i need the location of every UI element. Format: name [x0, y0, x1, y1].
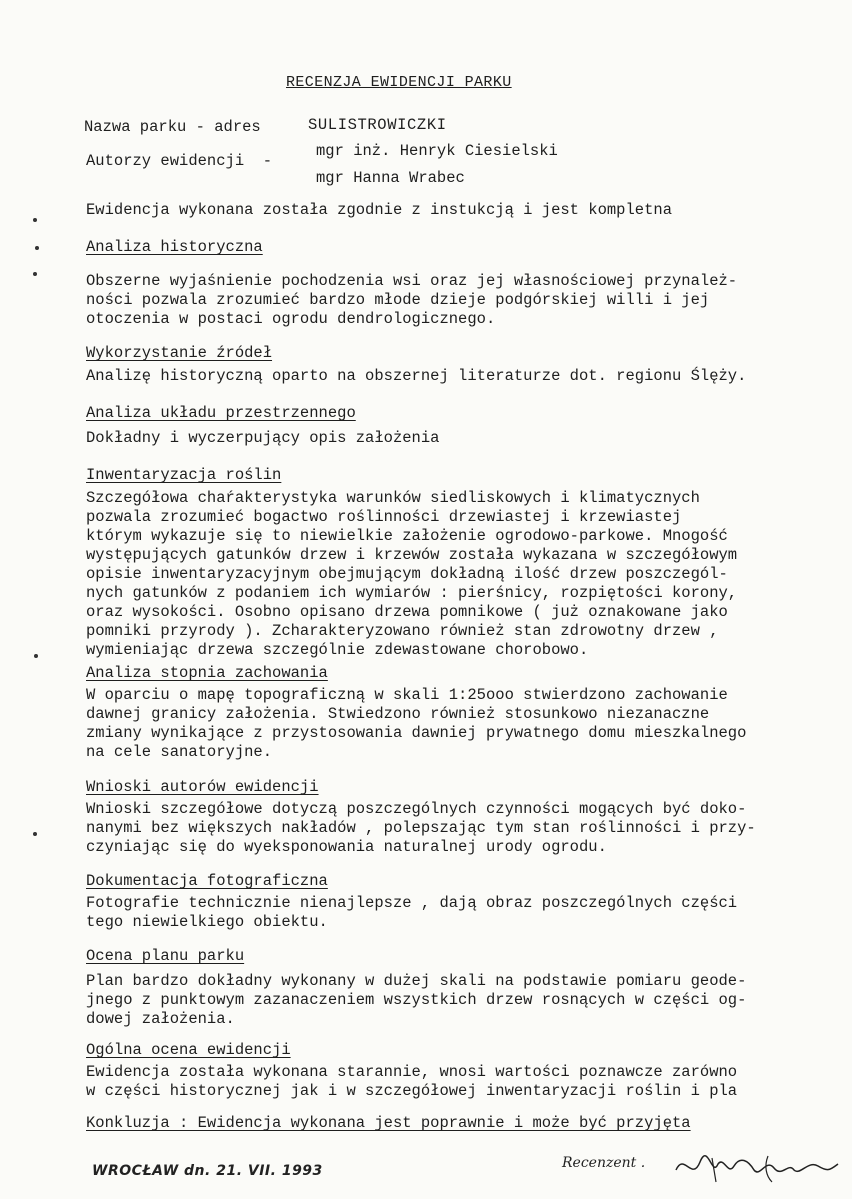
document-title: RECENZJA EWIDENCJI PARKU: [286, 74, 512, 91]
author-1: mgr inż. Henryk Ciesielski: [316, 142, 558, 160]
section-text-historical: Obszerne wyjaśnienie pochodzenia wsi oraz jej własnościowej przynależ- ności pozwala zrozumieć bardzo młode dzieje podgórskiej willi i jej otoczenia w postaci ogrodu dendrologicznego.: [86, 272, 738, 328]
section-text-conclusions: Wnioski szczegółowe dotyczą poszczególnych czynności mogących być doko- nanymi bez większych nakładów , polepszając tym stan roślinności i przy- czyniając się do wyeksponowania naturalnej urody ogrodu.: [86, 800, 756, 856]
margin-dot: [33, 218, 37, 222]
intro-statement: Ewidencja wykonana została zgodnie z instukcją i jest kompletna: [86, 201, 672, 219]
section-text-sources: Analizę historyczną oparto na obszernej literaturze dot. regionu Ślęży.: [86, 367, 747, 385]
section-text-spatial-layout: Dokładny i wyczerpujący opis założenia: [86, 429, 440, 447]
section-heading-photo-documentation: Dokumentacja fotograficzna: [86, 872, 328, 890]
margin-dot: [35, 246, 39, 250]
section-heading-overall-assessment: Ogólna ocena ewidencji: [86, 1041, 291, 1059]
section-heading-plant-inventory: Inwentaryzacja roślin: [86, 466, 282, 484]
margin-dot: [34, 654, 38, 658]
margin-dot: [33, 832, 37, 836]
section-text-overall-assessment: Ewidencja została wykonana starannie, wnosi wartości poznawcze zarówno w części historycznej jak i w szczegółowej inwentaryzacji roślin i pla: [86, 1063, 738, 1100]
margin-dot: [33, 272, 37, 276]
section-heading-conclusions: Wnioski autorów ewidencji: [86, 778, 319, 796]
park-label: Nazwa parku - adres: [84, 118, 261, 136]
park-name: SULISTROWICZKI: [308, 116, 447, 134]
section-text-photo-documentation: Fotografie technicznie nienajlepsze , dają obraz poszczególnych części tego niewielkiego obiektu.: [86, 894, 738, 931]
authors-label: Autorzy ewidencji -: [86, 152, 273, 170]
section-heading-preservation: Analiza stopnia zachowania: [86, 664, 328, 682]
section-text-preservation: W oparciu o mapę topograficzną w skali 1:25ooo stwierdzono zachowanie dawnej granicy założenia. Stwiedzono również stosunkowo niezanaczne zmiany wynikające z przystosowania dawniej prywatnego domu mieszkalnego na cele sanatoryjne.: [86, 686, 747, 761]
section-heading-historical: Analiza historyczna: [86, 238, 263, 256]
reviewer-label: Recenzent .: [562, 1155, 646, 1171]
section-heading-spatial-layout: Analiza układu przestrzennego: [86, 404, 356, 422]
place-date: WROCŁAW dn. 21. VII. 1993: [92, 1163, 323, 1179]
section-text-park-plan: Plan bardzo dokładny wykonany w dużej skali na podstawie pomiaru geode- jnego z punktowym zazanaczeniem wszystkich drzew rosnących w części og- dowej założenia.: [86, 972, 747, 1028]
section-heading-park-plan: Ocena planu parku: [86, 947, 245, 965]
section-heading-sources: Wykorzystanie źródeł: [86, 344, 273, 362]
conclusion-line: Konkluzja : Ewidencja wykonana jest poprawnie i może być przyjęta: [86, 1114, 691, 1132]
signature: [672, 1148, 842, 1188]
author-2: mgr Hanna Wrabec: [316, 169, 465, 187]
section-text-plant-inventory: Szczegółowa chaŕakterystyka warunków siedliskowych i klimatycznych pozwala zrozumieć bogactwo roślinności drzewiastej i krzewiastej którym wykazuje się to niewielkie założenie ogrodowo-parkowe. Mnogość występujących gatunków drzew i krzewów została wykazana w szczegółowym opisie inwentaryzacyjnym obejmującym dokładną ilość drzew poszczegól- nych gatunków z podaniem ich wymiarów : pierśnicy, rozpiętości korony, oraz wysokości. Osobno opisano drzewa pomnikowe ( już oznakowane jako pomniki przyrody ). Zcharakteryzowano również stan zdrowotny drzew , wymieniając drzewa szczególnie zdewastowane chorobowo.: [86, 489, 738, 659]
